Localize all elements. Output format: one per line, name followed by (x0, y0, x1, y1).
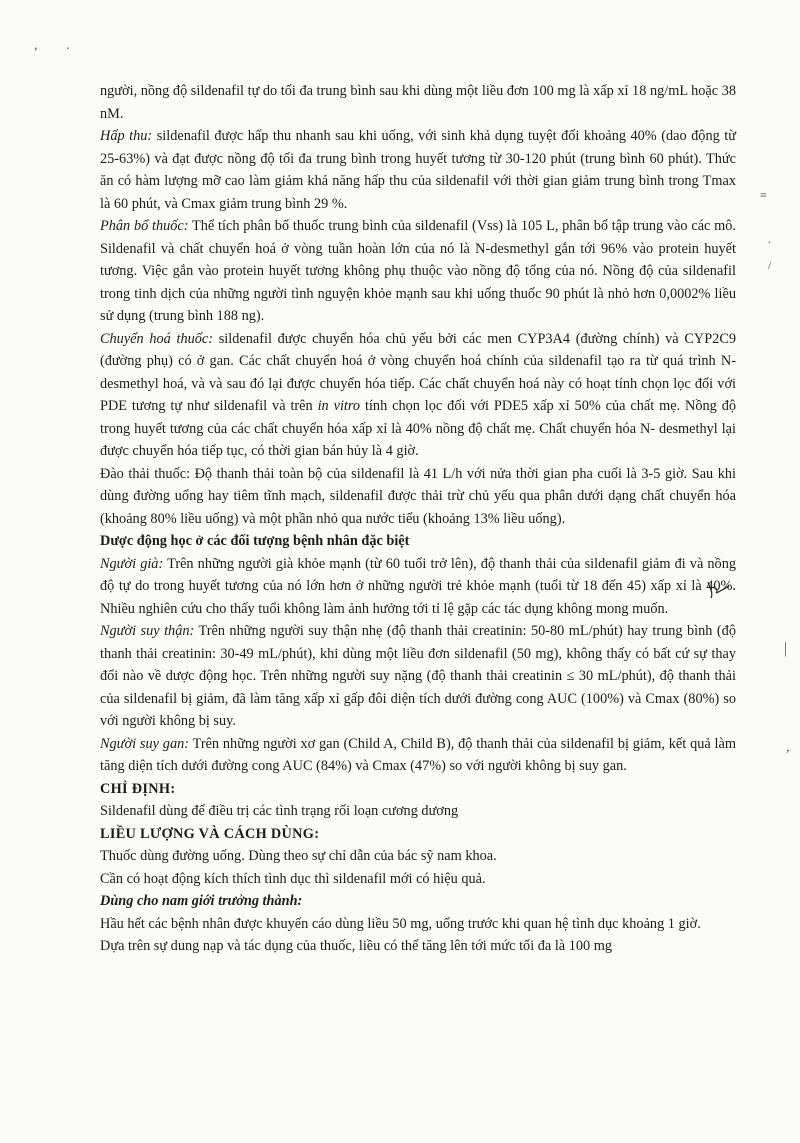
emphasis-text: Phân bổ thuốc: (100, 218, 189, 234)
margin-mark: . (66, 38, 70, 53)
body-text: Trên những người già khỏe mạnh (từ 60 tuổi trở lên), độ thanh thải của sildenafil giảm đi và nồng độ tự do trong huyết tương của nó lớn hơn ở những người trẻ khỏe mạnh (tuổi từ 18 đến 45) xấp xỉ là 40%. Nhiều nghiên cứu cho thấy tuổi không làm ảnh hưởng tới tỉ lệ gặp các tác dụng không mong muốn. (100, 555, 736, 617)
emphasis-text: Dược động học ở các đối tượng bệnh nhân đặc biệt (100, 533, 410, 549)
emphasis-text: Người suy thận: (100, 623, 195, 639)
paragraph (100, 935, 736, 958)
paragraph (100, 733, 736, 778)
margin-mark: , (786, 740, 790, 755)
paragraph (100, 913, 736, 936)
body-text: sildenafil được hấp thu nhanh sau khi uống, với sinh khả dụng tuyệt đối khoảng 40% (dao động từ 25-63%) và đạt được nồng độ tối đa trung bình trong huyết tương từ 30-120 phút (trung bình 60 phút). Thức ăn có hàm lượng mỡ cao làm giảm khả năng hấp thu của sildenafil với thời gian giảm trung bình trong Tmax là 60 phút, và Cmax giảm trung bình 29 %. (100, 128, 736, 212)
emphasis-text: Chuyển hoá thuốc: (100, 330, 214, 347)
margin-mark: / (768, 258, 772, 272)
paragraph (100, 553, 736, 621)
margin-mark: | (784, 640, 788, 657)
paragraph (100, 800, 736, 823)
paragraph (100, 125, 736, 215)
paragraph (100, 620, 736, 733)
paragraph (100, 890, 736, 913)
document-body (100, 80, 736, 958)
margin-mark: ≡ (760, 188, 767, 202)
emphasis-text: LIỀU LƯỢNG VÀ CÁCH DÙNG: (100, 825, 320, 842)
paragraph (100, 845, 736, 868)
paragraph (100, 463, 736, 531)
body-text: Trên những người xơ gan (Child A, Child B), độ thanh thải của sildenafil bị giảm, kết quả làm tăng diện tích dưới đường cong AUC (84%) và Cmax (47%) so với người không bị suy gan. (100, 735, 736, 774)
body-text: Thuốc dùng đường uống. Dùng theo sự chỉ dẫn của bác sỹ nam khoa. (100, 848, 497, 864)
paragraph (100, 80, 736, 125)
paragraph (100, 530, 736, 553)
body-text: tính chọn lọc đối với PDE5 xấp xỉ 50% của chất mẹ. Nồng độ trong huyết tương của các chất chuyển hóa xấp xỉ là 40% nồng độ chất mẹ. Chất chuyển hóa N- desmethyl lại được chuyển hóa tiếp tục, có thời gian bán hủy là 4 giờ. (100, 398, 737, 459)
paragraph (100, 215, 736, 328)
paragraph (100, 868, 736, 891)
body-text: Trên những người suy thận nhẹ (độ thanh thải creatinin: 50-80 mL/phút) hay trung bình (độ thanh thải creatinin: 30-49 mL/phút), khi dùng một liều đơn sildenafil (50 mg), không thấy có bất cứ sự thay đổi nào về dược động học. Trên những người suy nặng (độ thanh thải creatinin ≤ 30 mL/phút), độ thanh thải của sildenafil bị giảm, đã làm tăng xấp xỉ gấp đôi diện tích dưới đường cong AUC (100%) và Cmax (80%) so với người không bị suy. (100, 623, 736, 729)
paragraph (100, 778, 736, 801)
emphasis-text: Dùng cho nam giới trưởng thành: (100, 893, 303, 909)
body-text: Thể tích phân bố thuốc trung bình của sildenafil (Vss) là 105 L, phân bố tập trung vào các mô. Sildenafil và chất chuyển hoá ở vòng tuần hoàn lớn của nó là N-desmethyl gắn tới 96% vào protein huyết tương. Việc gắn vào protein huyết tương không phụ thuộc vào nồng độ tổng của nó. Nồng độ của sildenafil trong tinh dịch của những người tình nguyện khỏe mạnh sau khi uống thuốc 90 phút là nhỏ hơn 0,0002% liều sử dụng (trung bình 188 ng). (100, 218, 736, 324)
body-text: người, nồng độ sildenafil tự do tối đa trung bình sau khi dùng một liều đơn 100 mg là xấp xỉ 18 ng/mL hoặc 38 nM. (100, 83, 736, 122)
body-text: Hầu hết các bệnh nhân được khuyến cáo dùng liều 50 mg, uống trước khi quan hệ tình dục khoảng 1 giờ. (100, 915, 701, 932)
paragraph (100, 328, 736, 463)
emphasis-text: in vitro (317, 398, 361, 414)
body-text: Sildenafil dùng để điều trị các tình trạng rối loạn cương dương (100, 803, 459, 819)
body-text: Cần có hoạt động kích thích tình dục thì sildenafil mới có hiệu quả. (100, 870, 486, 887)
margin-mark: . (768, 232, 771, 246)
margin-mark: , (34, 38, 38, 53)
emphasis-text: Người già: (100, 555, 164, 572)
body-text: Đào thải thuốc: Độ thanh thải toàn bộ của sildenafil là 41 L/h với nửa thời gian pha cuối là 3-5 giờ. Sau khi dùng đường uống hay tiêm tĩnh mạch, sildenafil được thải trừ chủ yếu qua phân dưới dạng chất chuyển hóa (khoảng 80% liều uống) và một phần nhỏ qua nước tiểu (khoảng 13% liều uống). (100, 465, 736, 527)
emphasis-text: Người suy gan: (100, 735, 190, 752)
body-text: sildenafil được chuyển hóa chủ yếu bởi các men CYP3A4 (đường chính) và CYP2C9 (đường phụ) có ở gan. Các chất chuyển hoá ở vòng chuyển hoá chính của sildenafil tạo ra từ quá trình N-desmethyl hoá, và và sau đó lại được chuyển hóa tiếp. Các chất chuyển hoá này có hoạt tính chọn lọc đối với PDE tương tự như sildenafil và trên (100, 330, 736, 414)
body-text: Dựa trên sự dung nạp và tác dụng của thuốc, liều có thể tăng lên tới mức tối đa là 100 mg (100, 938, 613, 954)
emphasis-text: CHỈ ĐỊNH: (100, 780, 176, 797)
emphasis-text: Hấp thu: (100, 128, 153, 144)
paragraph (100, 823, 736, 846)
